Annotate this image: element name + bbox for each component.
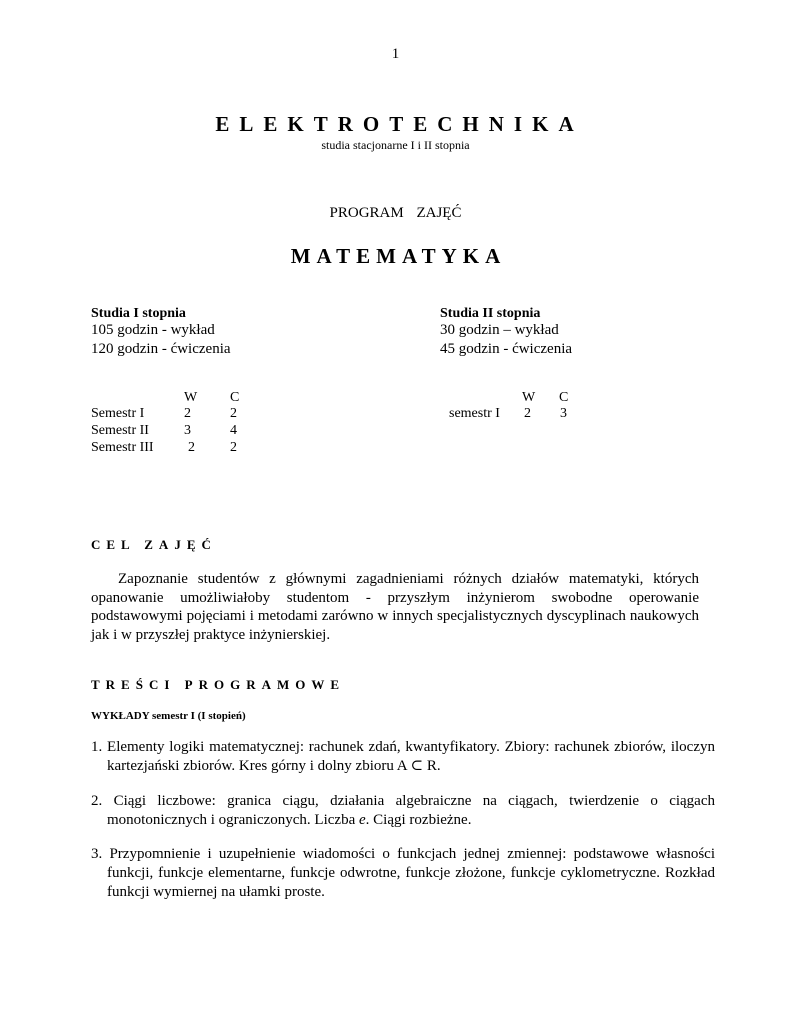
table-cell-w: 2	[184, 406, 191, 421]
table-header-c: C	[230, 390, 240, 405]
table-cell-c: 2	[230, 406, 237, 421]
list-item	[91, 738, 715, 776]
list-item-number: 3.	[91, 846, 103, 862]
table-header-c: C	[559, 390, 569, 405]
list-item	[91, 792, 715, 830]
study-first-heading: Studia I stopnia	[91, 306, 186, 321]
faculty-title: ELEKTROTECHNIKA	[215, 112, 584, 136]
program-label: PROGRAM ZAJĘĆ	[329, 205, 462, 221]
table-row-label: Semestr II	[91, 423, 149, 438]
table-cell-w: 2	[188, 440, 195, 455]
lectures-semester-heading: WYKŁADY semestr I (I stopień)	[91, 710, 246, 722]
table-row-label: Semestr I	[91, 406, 145, 421]
goal-paragraph: Zapoznanie studentów z głównymi zagadnieniami różnych działów matematyki, których opanowanie umożliwiałoby studentom - przyszłym inżynierom swobodne operowanie podstawowymi pojęciami i metodami zarówno w innych specjalistycznych dyscyplinach naukowych jak i w przyszłej praktyce inżynierskiej.	[91, 571, 699, 643]
table-row-label: Semestr III	[91, 440, 154, 455]
table-cell-c: 2	[230, 440, 237, 455]
study-first-lecture-hours: 105 godzin - wykład	[91, 322, 215, 338]
list-item-emphasis: e	[359, 812, 366, 828]
table-header-w: W	[522, 390, 536, 405]
goal-heading: CEL ZAJĘĆ	[91, 537, 217, 552]
subject-title: MATEMATYKA	[290, 244, 507, 268]
table-cell-w: 3	[184, 423, 191, 438]
list-item-text-end: . Ciągi rozbieżne.	[365, 812, 472, 828]
table-cell-c: 4	[230, 423, 237, 438]
list-item-text: Elementy logiki matematycznej: rachunek zdań, kwantyfikatory. Zbiory: rachunek zbiorów, iloczyn kartezjański zbiorów. Kres górny i dolny zbioru A ⊂ R.	[107, 739, 715, 774]
study-second-exercise-hours: 45 godzin - ćwiczenia	[440, 341, 573, 357]
list-item	[91, 845, 715, 902]
list-item-number: 1.	[91, 739, 103, 755]
study-second-heading: Studia II stopnia	[440, 306, 541, 321]
table-row-label: semestr I	[449, 406, 500, 421]
list-item-number: 2.	[91, 793, 103, 809]
study-first-exercise-hours: 120 godzin - ćwiczenia	[91, 341, 231, 357]
list-item-text: Przypomnienie i uzupełnienie wiadomości o funkcjach jednej zmiennej: podstawowe własności funkcji, funkcje elementarne, funkcje odwrotne, funkcje złożone, funkcje cyklometryczne. Rozkład funkcji wymiernej na ułamki proste.	[107, 846, 715, 900]
list-item-text: Ciągi liczbowe: granica ciągu, działania algebraiczne na ciągach, twierdzenie o ciągach monotonicznych i ograniczonych. Liczba	[107, 793, 715, 828]
page-number: 1	[391, 46, 400, 62]
table-cell-c: 3	[560, 406, 567, 421]
table-header-w: W	[184, 390, 198, 405]
faculty-subtitle: studia stacjonarne I i II stopnia	[321, 138, 470, 152]
study-second-lecture-hours: 30 godzin – wykład	[440, 322, 559, 338]
content-heading: TREŚCI PROGRAMOWE	[91, 677, 346, 692]
table-cell-w: 2	[524, 406, 531, 421]
